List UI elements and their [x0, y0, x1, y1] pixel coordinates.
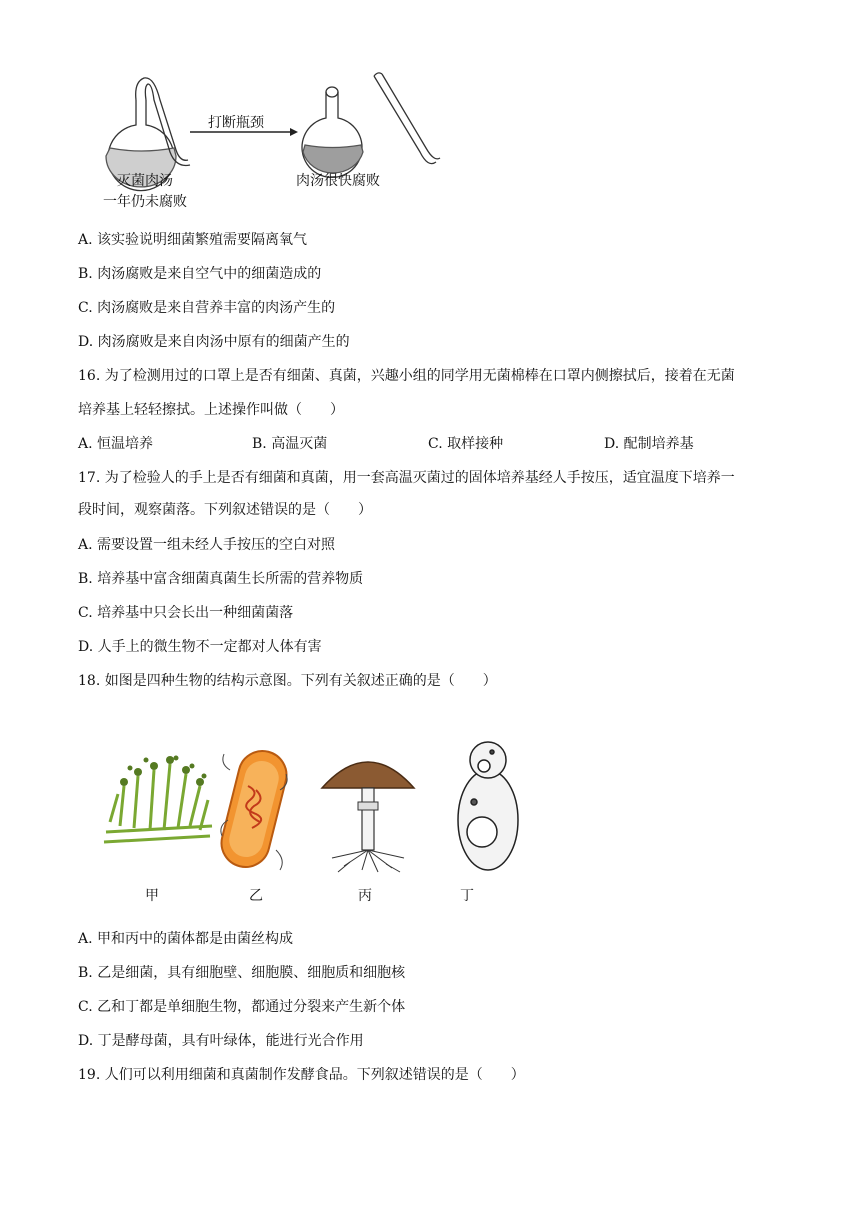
broken-neck-flask — [302, 87, 363, 177]
four-organisms-figure — [100, 730, 520, 880]
q17-option-d: D. 人手上的微生物不一定都对人体有害 — [78, 639, 322, 655]
q16-stem-line1: 16. 为了检测用过的口罩上是否有细菌、真菌，兴趣小组的同学用无菌棉棒在口罩内侧擦拭后，接着在无菌 — [78, 368, 735, 384]
figure-label-yi: 乙 — [249, 888, 263, 904]
q19-stem: 19. 人们可以利用细菌和真菌制作发酵食品。下列叙述错误的是（ ） — [78, 1067, 525, 1083]
q17-stem-line1: 17. 为了检验人的手上是否有细菌和真菌，用一套高温灭菌过的固体培养基经人手按压，适宜温度下培养一 — [78, 470, 735, 486]
q17-option-b: B. 培养基中富含细菌真菌生长所需的营养物质 — [78, 571, 364, 587]
q18-option-b: B. 乙是细菌，具有细胞壁、细胞膜、细胞质和细胞核 — [78, 965, 406, 981]
mushroom-hyphae — [332, 850, 404, 872]
q17-stem-line2: 段时间，观察菌落。下列叙述错误的是（ ） — [78, 502, 372, 518]
q16-option-c: C. 取样接种 — [428, 436, 504, 452]
q16-stem-line2: 培养基上轻轻擦拭。上述操作叫做（ ） — [78, 402, 344, 418]
q16-option-b: B. 高温灭菌 — [252, 436, 328, 452]
q18-option-c: C. 乙和丁都是单细胞生物，都通过分裂来产生新个体 — [78, 999, 406, 1015]
q15-option-c: C. 肉汤腐败是来自营养丰富的肉汤产生的 — [78, 300, 336, 316]
bacterium-illustration — [216, 746, 291, 872]
left-flask-caption-line2: 一年仍未腐败 — [103, 194, 187, 210]
right-flask-caption: 肉汤很快腐败 — [296, 173, 380, 189]
mushroom-illustration — [322, 762, 414, 872]
q16-option-a: A. 恒温培养 — [78, 436, 154, 452]
q18-option-d: D. 丁是酵母菌，具有叶绿体，能进行光合作用 — [78, 1033, 364, 1049]
q17-option-c: C. 培养基中只会长出一种细菌菌落 — [78, 605, 294, 621]
yeast-illustration — [458, 742, 518, 870]
q15-option-b: B. 肉汤腐败是来自空气中的细菌造成的 — [78, 266, 322, 282]
broken-neck-tube — [374, 73, 440, 164]
q18-stem: 18. 如图是四种生物的结构示意图。下列有关叙述正确的是（ ） — [78, 673, 497, 689]
q15-option-d: D. 肉汤腐败是来自肉汤中原有的细菌产生的 — [78, 334, 350, 350]
q18-option-a: A. 甲和丙中的菌体都是由菌丝构成 — [78, 931, 294, 947]
arrow-label: 打断瓶颈 — [208, 115, 264, 131]
mold-spores — [120, 756, 207, 787]
q15-option-a: A. 该实验说明细菌繁殖需要隔离氧气 — [78, 232, 308, 248]
mold-illustration — [104, 764, 212, 842]
figure-label-jia: 甲 — [145, 888, 159, 904]
left-flask-caption-line1: 灭菌肉汤 — [117, 173, 173, 189]
q17-option-a: A. 需要设置一组未经人手按压的空白对照 — [78, 537, 336, 553]
figure-label-ding: 丁 — [460, 888, 474, 904]
q16-option-d: D. 配制培养基 — [604, 436, 694, 452]
figure-label-bing: 丙 — [358, 888, 372, 904]
